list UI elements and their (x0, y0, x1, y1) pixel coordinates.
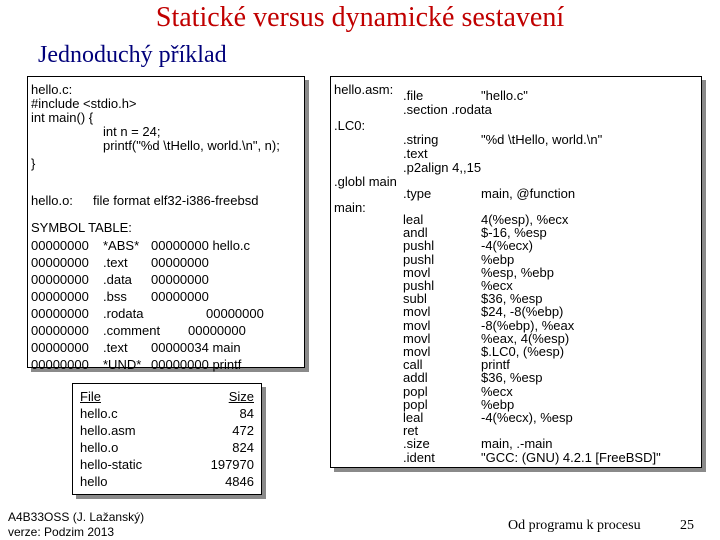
asm-mnemonic: pushl (403, 251, 435, 267)
file-size-table (72, 383, 262, 495)
hello-asm-header: hello.asm: (334, 82, 394, 97)
file-size: 472 (232, 423, 254, 438)
asm-mnemonic: movl (403, 317, 431, 333)
symbol-section: .text (103, 340, 128, 355)
asm-mnemonic: addl (403, 370, 428, 386)
asm-mnemonic: movl (403, 330, 431, 346)
slide-title: Statické versus dynamické sestavení (155, 2, 565, 33)
asm-operand: %ecx (481, 278, 513, 293)
asm-operand: %esp, %ebp (481, 264, 554, 280)
symbol-section: .text (103, 255, 128, 270)
file-name: hello.o (80, 440, 119, 455)
symbol-address: 00000000 (31, 323, 89, 338)
hello-c-and-o-panel (27, 76, 305, 372)
asm-mnemonic: .section .rodata (403, 102, 492, 117)
slide-subtitle: Jednoduchý příklad (38, 42, 227, 68)
asm-mnemonic: movl (403, 304, 431, 320)
asm-mnemonic: popl (403, 383, 428, 399)
symbol-section: .bss (103, 289, 127, 304)
code-line: int n = 24; (103, 124, 161, 139)
symbol-value: 00000000 printf (151, 357, 242, 372)
symbol-section: *UND* (103, 357, 142, 372)
asm-operand: $36, %esp (481, 370, 543, 386)
asm-mnemonic: ret (403, 423, 419, 439)
asm-operand: %ebp (481, 251, 515, 267)
footer-course-info (8, 510, 144, 540)
symbol-value: 00000000 (151, 272, 209, 287)
symbol-section: .comment (103, 323, 161, 338)
hello-c-header: hello.c: (31, 82, 73, 97)
asm-mnemonic: movl (403, 264, 431, 280)
file-name: hello.c (80, 406, 118, 421)
code-line: } (31, 156, 36, 171)
file-column-header: File (80, 389, 101, 404)
symbol-address: 00000000 (31, 289, 89, 304)
asm-operand: $24, -8(%ebp) (481, 304, 564, 320)
symbol-address: 00000000 (31, 272, 89, 287)
footer-version: verze: Podzim 2013 (8, 525, 115, 539)
asm-mnemonic: .p2align 4,,15 (403, 160, 482, 175)
asm-mnemonic: .file (403, 88, 424, 103)
asm-mnemonic: .type (403, 186, 432, 201)
asm-operand: printf (481, 357, 510, 373)
symbol-value: 00000000 (206, 306, 264, 321)
symbol-value: 00000000 (151, 289, 209, 304)
file-size: 4846 (225, 474, 254, 489)
asm-mnemonic: pushl (403, 278, 435, 293)
file-size: 197970 (210, 457, 254, 472)
symbol-address: 00000000 (31, 340, 89, 355)
asm-mnemonic: .text (403, 146, 428, 161)
file-name: hello (80, 474, 108, 489)
asm-operand: %ecx (481, 383, 513, 399)
size-column-header: Size (228, 389, 254, 404)
page-number: 25 (680, 518, 694, 533)
asm-mnemonic: leal (403, 212, 424, 227)
symbol-value: 00000034 main (151, 340, 241, 355)
asm-label: .LC0: (334, 118, 366, 133)
symbol-section: .rodata (103, 306, 144, 321)
asm-mnemonic: pushl (403, 238, 435, 254)
hello-asm-panel (330, 76, 702, 468)
asm-mnemonic: call (403, 357, 423, 373)
asm-mnemonic: movl (403, 344, 431, 359)
asm-operand: -4(%ecx) (481, 238, 534, 254)
code-line: #include <stdio.h> (31, 96, 137, 111)
asm-label: main: (334, 200, 366, 215)
asm-operand: -4(%ecx), %esp (481, 410, 573, 425)
asm-mnemonic: .ident (403, 449, 435, 465)
asm-operand: main, @function (481, 186, 576, 201)
asm-operand: "GCC: (GNU) 4.2.1 [FreeBSD]" (481, 449, 661, 465)
asm-operand: $.LC0, (%esp) (481, 344, 565, 359)
symbol-value: 00000000 (151, 255, 209, 270)
asm-mnemonic: leal (403, 410, 424, 425)
file-size: 84 (239, 406, 254, 421)
asm-operand: 4(%esp), %ecx (481, 212, 569, 227)
footer-course: A4B33OSS (J. Lažanský) (8, 510, 145, 524)
file-name: hello.asm (80, 423, 136, 438)
file-size: 824 (232, 440, 254, 455)
symbol-value: 00000000 (188, 323, 246, 338)
symbol-section: *ABS* (103, 238, 140, 253)
symbol-address: 00000000 (31, 238, 89, 253)
footer-section: Od programu k procesu (508, 518, 641, 533)
symbol-table-label: SYMBOL TABLE: (31, 220, 132, 235)
asm-operand: "%d \tHello, world.\n" (481, 132, 603, 147)
asm-operand: $-16, %esp (481, 225, 547, 241)
symbol-address: 00000000 (31, 357, 89, 372)
symbol-address: 00000000 (31, 255, 89, 270)
code-line: printf("%d \tHello, world.\n", n); (103, 138, 280, 153)
asm-mnemonic: andl (403, 225, 428, 241)
asm-operand: "hello.c" (481, 88, 528, 103)
hello-o-label: hello.o: (31, 193, 73, 208)
symbol-section: .data (103, 272, 132, 287)
symbol-value: 00000000 hello.c (151, 238, 251, 253)
asm-mnemonic: subl (403, 291, 427, 307)
file-name: hello-static (80, 457, 143, 472)
asm-operand: main, .-main (481, 436, 553, 452)
code-line: int main() { (31, 110, 94, 125)
hello-o-format: file format elf32-i386-freebsd (93, 193, 259, 208)
asm-operand: %eax, 4(%esp) (481, 330, 570, 346)
asm-mnemonic: popl (403, 396, 428, 412)
asm-operand: $36, %esp (481, 291, 543, 307)
asm-mnemonic: .string (403, 132, 439, 147)
asm-operand: -8(%ebp), %eax (481, 317, 575, 333)
asm-label: .globl main (334, 174, 397, 189)
asm-mnemonic: .size (403, 436, 430, 452)
asm-operand: %ebp (481, 396, 515, 412)
symbol-address: 00000000 (31, 306, 89, 321)
